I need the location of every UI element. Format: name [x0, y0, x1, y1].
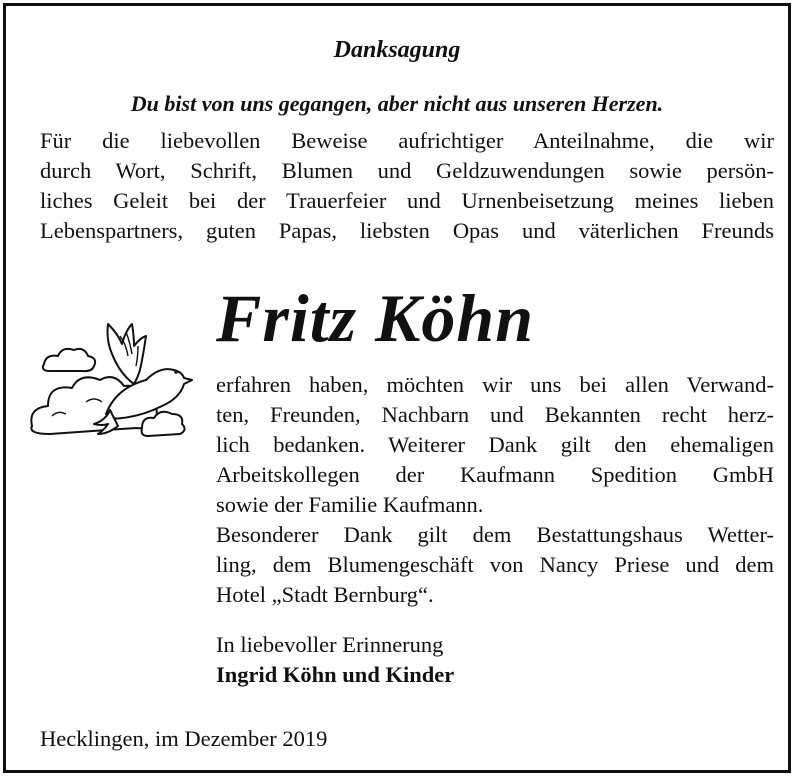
obituary-notice	[3, 3, 791, 773]
dove-on-clouds-icon	[26, 306, 206, 466]
body-line: lich bedanken. Weiterer Dank gilt den ehemaligen	[216, 432, 774, 457]
closing-text: In liebevoller Erinnerung	[216, 632, 444, 657]
signature: Ingrid Köhn und Kinder	[216, 662, 455, 687]
intro-line: Lebenspartners, guten Papas, liebsten Opas und väterlichen Freunds	[40, 218, 774, 243]
place-date: Hecklingen, im Dezember 2019	[40, 726, 328, 751]
intro-line: durch Wort, Schrift, Blumen und Geldzuwendungen sowie persön-	[40, 158, 774, 183]
intro-line: liches Geleit bei der Trauerfeier und Urnenbeisetzung meines lieben	[40, 188, 774, 213]
body-line: Besonderer Dank gilt dem Bestattungshaus Wetter-	[216, 522, 774, 547]
deceased-name: Fritz Köhn	[216, 280, 535, 356]
body-line: Arbeitskollegen der Kaufmann Spedition GmbH	[216, 462, 774, 487]
body-line: sowie der Familie Kaufmann.	[216, 492, 484, 517]
body-line: Hotel „Stadt Bernburg“.	[216, 582, 434, 607]
notice-motto: Du bist von uns gegangen, aber nicht aus unseren Herzen.	[130, 91, 664, 116]
intro-line: Für die liebevollen Beweise aufrichtiger Anteilnahme, die wir	[40, 128, 774, 153]
body-line: erfahren haben, möchten wir uns bei allen Verwand-	[216, 372, 774, 397]
body-line: ling, dem Blumengeschäft von Nancy Priese und dem	[216, 552, 774, 577]
notice-title: Danksagung	[333, 37, 461, 63]
body-line: ten, Freunden, Nachbarn und Bekannten recht herz-	[216, 402, 774, 427]
